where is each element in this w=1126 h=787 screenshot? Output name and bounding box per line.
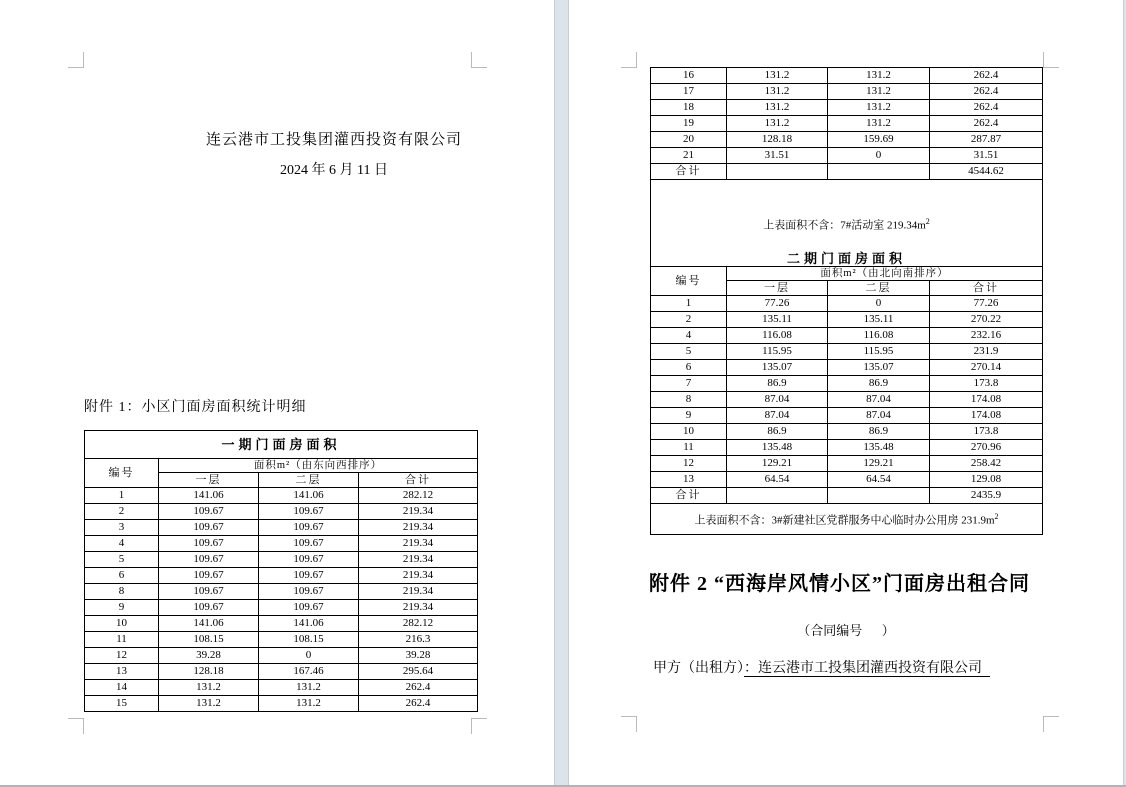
- table-cell: 131.2: [159, 696, 259, 712]
- table-row: [85, 664, 478, 680]
- table-cell: 109.67: [159, 552, 259, 568]
- table-cell: 282.12: [359, 616, 478, 632]
- table-row: [651, 148, 1043, 164]
- table-cell: 13: [651, 472, 727, 488]
- table-cell: 109.67: [259, 584, 359, 600]
- margin-crop-mark: [1043, 52, 1059, 68]
- table-row: [651, 116, 1043, 132]
- table-cell: 287.87: [930, 132, 1043, 148]
- column-header-total: 合计: [359, 473, 478, 488]
- company-name: 连云港市工投集团灌西投资有限公司: [205, 132, 462, 148]
- table-cell: 219.34: [359, 552, 478, 568]
- phase1-continued-and-phase2-table: [650, 67, 1043, 535]
- table-cell: 87.04: [828, 392, 930, 408]
- table-cell: 64.54: [727, 472, 828, 488]
- table-cell: 115.95: [727, 344, 828, 360]
- table-cell: 5: [85, 552, 159, 568]
- table-cell: 129.08: [930, 472, 1043, 488]
- table-row: [651, 100, 1043, 116]
- contract-number-line: （合同编号 ）: [797, 623, 895, 638]
- total-label: 合计: [651, 488, 727, 504]
- table-header-row: [85, 459, 478, 473]
- table-cell: 109.67: [159, 520, 259, 536]
- table-cell: 131.2: [259, 680, 359, 696]
- table-cell: [828, 488, 930, 504]
- table-cell: 141.06: [159, 488, 259, 504]
- margin-crop-mark: [68, 52, 84, 68]
- table-row: [85, 568, 478, 584]
- table-cell: 116.08: [828, 328, 930, 344]
- table-title: 一期门面房面积: [85, 431, 478, 459]
- table-row: [85, 488, 478, 504]
- table-cell: 10: [85, 616, 159, 632]
- table-cell: 109.67: [159, 504, 259, 520]
- table-row: [85, 536, 478, 552]
- table-row: [85, 616, 478, 632]
- document-page-left: [0, 0, 554, 785]
- column-header-floor2: 二层: [828, 281, 930, 296]
- column-header-floor2: 二层: [259, 473, 359, 488]
- table-cell: 109.67: [259, 552, 359, 568]
- table-row: [651, 376, 1043, 392]
- table-row: [85, 600, 478, 616]
- table-row: [85, 520, 478, 536]
- table-row: [651, 132, 1043, 148]
- table-cell: 135.11: [727, 312, 828, 328]
- table-cell: 219.34: [359, 504, 478, 520]
- margin-crop-mark: [471, 52, 487, 68]
- table-cell: 0: [828, 148, 930, 164]
- table-cell: 174.08: [930, 392, 1043, 408]
- table-cell: 173.8: [930, 376, 1043, 392]
- table-cell: 173.8: [930, 424, 1043, 440]
- table-cell: 39.28: [159, 648, 259, 664]
- table-cell: 141.06: [159, 616, 259, 632]
- table-row: [651, 392, 1043, 408]
- table-cell: 3: [85, 520, 159, 536]
- party-a-line: [653, 657, 990, 677]
- table-row: [651, 472, 1043, 488]
- table-cell: 0: [259, 648, 359, 664]
- table-cell: 64.54: [828, 472, 930, 488]
- table-cell: 86.9: [727, 424, 828, 440]
- table-cell: 109.67: [259, 520, 359, 536]
- table-cell: 262.4: [930, 116, 1043, 132]
- document-page-right: [569, 0, 1123, 785]
- table-cell: 131.2: [259, 696, 359, 712]
- table-cell: 15: [85, 696, 159, 712]
- table-cell: 216.3: [359, 632, 478, 648]
- table-cell: 219.34: [359, 520, 478, 536]
- table-cell: 2: [651, 312, 727, 328]
- table-cell: 1: [651, 296, 727, 312]
- table-row: [651, 344, 1043, 360]
- total-value: 4544.62: [930, 164, 1043, 180]
- table-cell: 262.4: [930, 100, 1043, 116]
- table-cell: 232.16: [930, 328, 1043, 344]
- date-line: 2024 年 6 月 11 日: [280, 163, 388, 178]
- table-cell: 11: [651, 440, 727, 456]
- table-cell: 0: [828, 296, 930, 312]
- table-cell: 108.15: [159, 632, 259, 648]
- table-cell: 8: [651, 392, 727, 408]
- party-a-label: 甲方（出租方）: [653, 661, 744, 676]
- margin-crop-mark: [68, 718, 84, 734]
- table-cell: 131.2: [828, 68, 930, 84]
- table-cell: 128.18: [727, 132, 828, 148]
- table-cell: 109.67: [159, 584, 259, 600]
- table-cell: 21: [651, 148, 727, 164]
- table-cell: 12: [651, 456, 727, 472]
- table-cell: 135.48: [828, 440, 930, 456]
- table-cell: 219.34: [359, 584, 478, 600]
- table-row: [651, 84, 1043, 100]
- phase1-exclusion-note: 上表面积不含：7#活动室 $219.34m^2$: [763, 217, 930, 232]
- table-cell: 131.2: [828, 116, 930, 132]
- table-cell: 16: [651, 68, 727, 84]
- table-cell: 12: [85, 648, 159, 664]
- table-cell: 219.34: [359, 536, 478, 552]
- table-cell: 131.2: [727, 100, 828, 116]
- table-row: [85, 504, 478, 520]
- table-cell: 87.04: [828, 408, 930, 424]
- page-gutter: [554, 0, 569, 785]
- table-cell: 262.4: [930, 68, 1043, 84]
- table-cell: 108.15: [259, 632, 359, 648]
- table-cell: 231.9: [930, 344, 1043, 360]
- table-cell: 219.34: [359, 568, 478, 584]
- table-cell: 4: [651, 328, 727, 344]
- table-cell: 2: [85, 504, 159, 520]
- party-a-value: ：连云港市工投集团灌西投资有限公司: [744, 661, 990, 677]
- table-header-row: [651, 267, 1043, 281]
- table-row: [651, 360, 1043, 376]
- table-cell: 128.18: [159, 664, 259, 680]
- table-row: [85, 584, 478, 600]
- table-cell: 11: [85, 632, 159, 648]
- table-cell: 219.34: [359, 600, 478, 616]
- table-cell: 20: [651, 132, 727, 148]
- table-cell: 135.07: [828, 360, 930, 376]
- table-row: [651, 408, 1043, 424]
- table-row: [85, 680, 478, 696]
- table-cell: 109.67: [259, 536, 359, 552]
- table-note-row: [651, 504, 1043, 535]
- margin-crop-mark: [471, 718, 487, 734]
- table-cell: 18: [651, 100, 727, 116]
- table-total-row: [651, 488, 1043, 504]
- table-cell: 14: [85, 680, 159, 696]
- table-cell: 131.2: [727, 84, 828, 100]
- table-cell: [828, 164, 930, 180]
- attachment1-title: 附件 1：小区门面房面积统计明细: [84, 400, 307, 415]
- table-cell: 131.2: [828, 84, 930, 100]
- table-cell: 131.2: [727, 116, 828, 132]
- column-header-floor1: 一层: [727, 281, 828, 296]
- table-cell: 141.06: [259, 616, 359, 632]
- table-cell: 129.21: [828, 456, 930, 472]
- table-cell: 5: [651, 344, 727, 360]
- margin-crop-mark: [1043, 716, 1059, 732]
- table-cell: 10: [651, 424, 727, 440]
- table-cell: 131.2: [828, 100, 930, 116]
- column-header-id: 编号: [651, 267, 727, 296]
- table-cell: 109.67: [259, 600, 359, 616]
- table-row: [85, 632, 478, 648]
- table-row: [651, 328, 1043, 344]
- table-cell: 31.51: [930, 148, 1043, 164]
- table-cell: 159.69: [828, 132, 930, 148]
- table-cell: 7: [651, 376, 727, 392]
- table-cell: 270.22: [930, 312, 1043, 328]
- table-cell: 167.46: [259, 664, 359, 680]
- table-row: [85, 552, 478, 568]
- table-cell: 135.07: [727, 360, 828, 376]
- table-row: [85, 648, 478, 664]
- table-cell: 6: [651, 360, 727, 376]
- document-signature-block: [84, 131, 584, 179]
- table-cell: 87.04: [727, 408, 828, 424]
- table-cell: 258.42: [930, 456, 1043, 472]
- table-cell: 109.67: [159, 600, 259, 616]
- phase2-table-title: 二期门面房面积: [786, 250, 906, 266]
- table-cell: 6: [85, 568, 159, 584]
- phase1-area-table: [84, 430, 478, 712]
- table-cell: [727, 488, 828, 504]
- table-row: [85, 696, 478, 712]
- table-total-row: [651, 164, 1043, 180]
- table-cell: 131.2: [727, 68, 828, 84]
- table-title-row: [85, 431, 478, 459]
- table-cell: 86.9: [727, 376, 828, 392]
- table-cell: 86.9: [828, 376, 930, 392]
- table-cell: 77.26: [727, 296, 828, 312]
- table-cell: 174.08: [930, 408, 1043, 424]
- table-cell: 109.67: [159, 536, 259, 552]
- margin-crop-mark: [621, 52, 637, 68]
- table-row: [651, 296, 1043, 312]
- table-cell: 19: [651, 116, 727, 132]
- table-note-and-title-row: [651, 180, 1043, 267]
- column-header-area: 面积m²（由东向西排序）: [159, 459, 478, 473]
- column-header-area: 面积m²（由北向南排序）: [727, 267, 1043, 281]
- table-row: [651, 440, 1043, 456]
- table-row: [651, 68, 1043, 84]
- table-row: [651, 424, 1043, 440]
- table-cell: 135.11: [828, 312, 930, 328]
- table-cell: 31.51: [727, 148, 828, 164]
- total-value: 2435.9: [930, 488, 1043, 504]
- table-cell: 9: [651, 408, 727, 424]
- table-cell: 135.48: [727, 440, 828, 456]
- table-cell: 295.64: [359, 664, 478, 680]
- table-cell: 39.28: [359, 648, 478, 664]
- table-row: [651, 312, 1043, 328]
- attachment2-heading: 附件 2 “西海岸风情小区”门面房出租合同: [649, 573, 1030, 595]
- table-cell: 262.4: [930, 84, 1043, 100]
- table-cell: 4: [85, 536, 159, 552]
- table-cell: 131.2: [159, 680, 259, 696]
- table-cell: 77.26: [930, 296, 1043, 312]
- table-cell: 87.04: [727, 392, 828, 408]
- phase2-exclusion-note: 上表面积不含：3#新建社区党群服务中心临时办公用房 $231.9m^2$: [651, 504, 1043, 535]
- table-cell: [727, 164, 828, 180]
- table-cell: 109.67: [259, 568, 359, 584]
- table-cell: 1: [85, 488, 159, 504]
- table-cell: 262.4: [359, 696, 478, 712]
- table-cell: 109.67: [159, 568, 259, 584]
- table-cell: 13: [85, 664, 159, 680]
- column-header-floor1: 一层: [159, 473, 259, 488]
- table-row: [651, 456, 1043, 472]
- column-header-total: 合计: [930, 281, 1043, 296]
- table-cell: 270.14: [930, 360, 1043, 376]
- table-cell: 141.06: [259, 488, 359, 504]
- table-cell: 116.08: [727, 328, 828, 344]
- table-cell: 8: [85, 584, 159, 600]
- table-cell: 86.9: [828, 424, 930, 440]
- table-cell: 9: [85, 600, 159, 616]
- table-cell: 270.96: [930, 440, 1043, 456]
- table-cell: 282.12: [359, 488, 478, 504]
- column-header-id: 编号: [85, 459, 159, 488]
- table-cell: 115.95: [828, 344, 930, 360]
- table-cell: 262.4: [359, 680, 478, 696]
- table-cell: 109.67: [259, 504, 359, 520]
- table-cell: 17: [651, 84, 727, 100]
- total-label: 合计: [651, 164, 727, 180]
- margin-crop-mark: [621, 716, 637, 732]
- table-cell: 129.21: [727, 456, 828, 472]
